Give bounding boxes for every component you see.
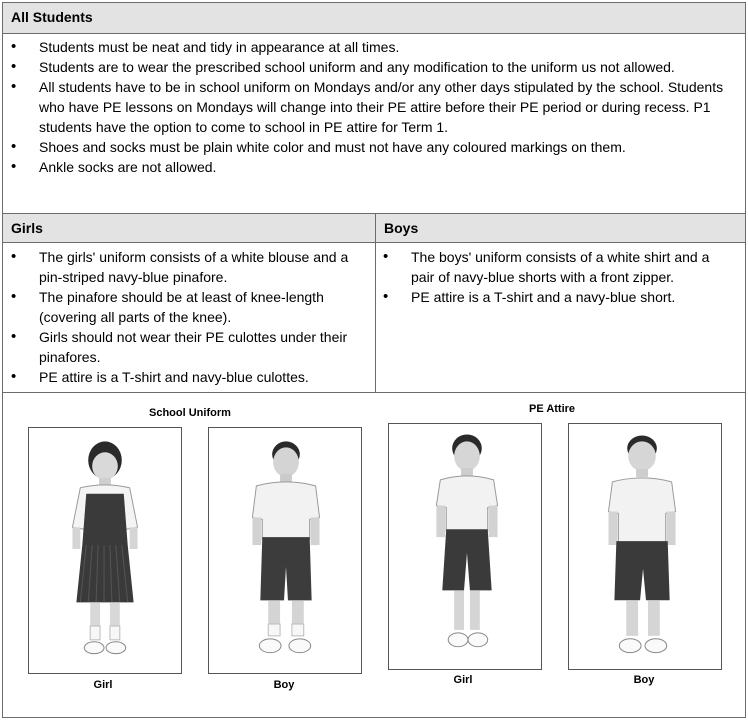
girl-school-uniform-photo xyxy=(28,427,182,674)
list-item: • PE attire is a T-shirt and a navy-blue short. xyxy=(375,287,741,307)
girl-uniform-caption: Girl xyxy=(93,679,113,691)
list-item: • The pinafore should be at least of knee-length (covering all parts of the knee). xyxy=(3,287,371,327)
pe-attire-title: PE Attire xyxy=(529,403,576,415)
girls-list xyxy=(3,247,371,387)
school-uniform-title: School Uniform xyxy=(149,407,231,419)
list-item: • All students have to be in school uniform on Mondays and/or any other days stipulated by the school. Students who have PE lessons on Mondays will change into their PE attire before their PE period or during recess. P1 students have the option to come to school in PE attire for Term 1. xyxy=(3,77,745,137)
girl-pe-caption: Girl xyxy=(453,674,473,686)
list-item: • Students must be neat and tidy in appearance at all times. xyxy=(3,37,745,57)
list-item: • Girls should not wear their PE culottes under their pinafores. xyxy=(3,327,371,367)
list-item: • The girls' uniform consists of a white blouse and a pin-striped navy-blue pinafore. xyxy=(3,247,371,287)
list-item: • Students are to wear the prescribed school uniform and any modification to the uniform us not allowed. xyxy=(3,57,745,77)
girl-pe-attire-photo xyxy=(388,423,542,670)
all-students-list xyxy=(3,37,745,177)
girl-pe-attire-figure xyxy=(389,424,541,669)
boy-pe-attire-figure xyxy=(569,424,721,669)
list-item: • Ankle socks are not allowed. xyxy=(3,157,745,177)
all-students-header: All Students xyxy=(3,3,745,34)
boy-uniform-caption: Boy xyxy=(273,679,295,691)
girl-school-uniform-figure xyxy=(29,428,181,673)
list-item: • Shoes and socks must be plain white color and must not have any coloured markings on them. xyxy=(3,137,745,157)
uniform-guidelines-document xyxy=(2,2,746,718)
list-item: • PE attire is a T-shirt and navy-blue culottes. xyxy=(3,367,371,387)
boys-header: Boys xyxy=(375,213,745,243)
boy-pe-attire-photo xyxy=(568,423,722,670)
girls-header: Girls xyxy=(3,213,375,243)
boy-school-uniform-figure xyxy=(209,428,361,673)
section-divider xyxy=(3,392,745,393)
boys-list xyxy=(375,247,741,307)
boy-pe-caption: Boy xyxy=(633,674,655,686)
list-item: • The boys' uniform consists of a white shirt and a pair of navy-blue shorts with a front zipper. xyxy=(375,247,741,287)
boy-school-uniform-photo xyxy=(208,427,362,674)
